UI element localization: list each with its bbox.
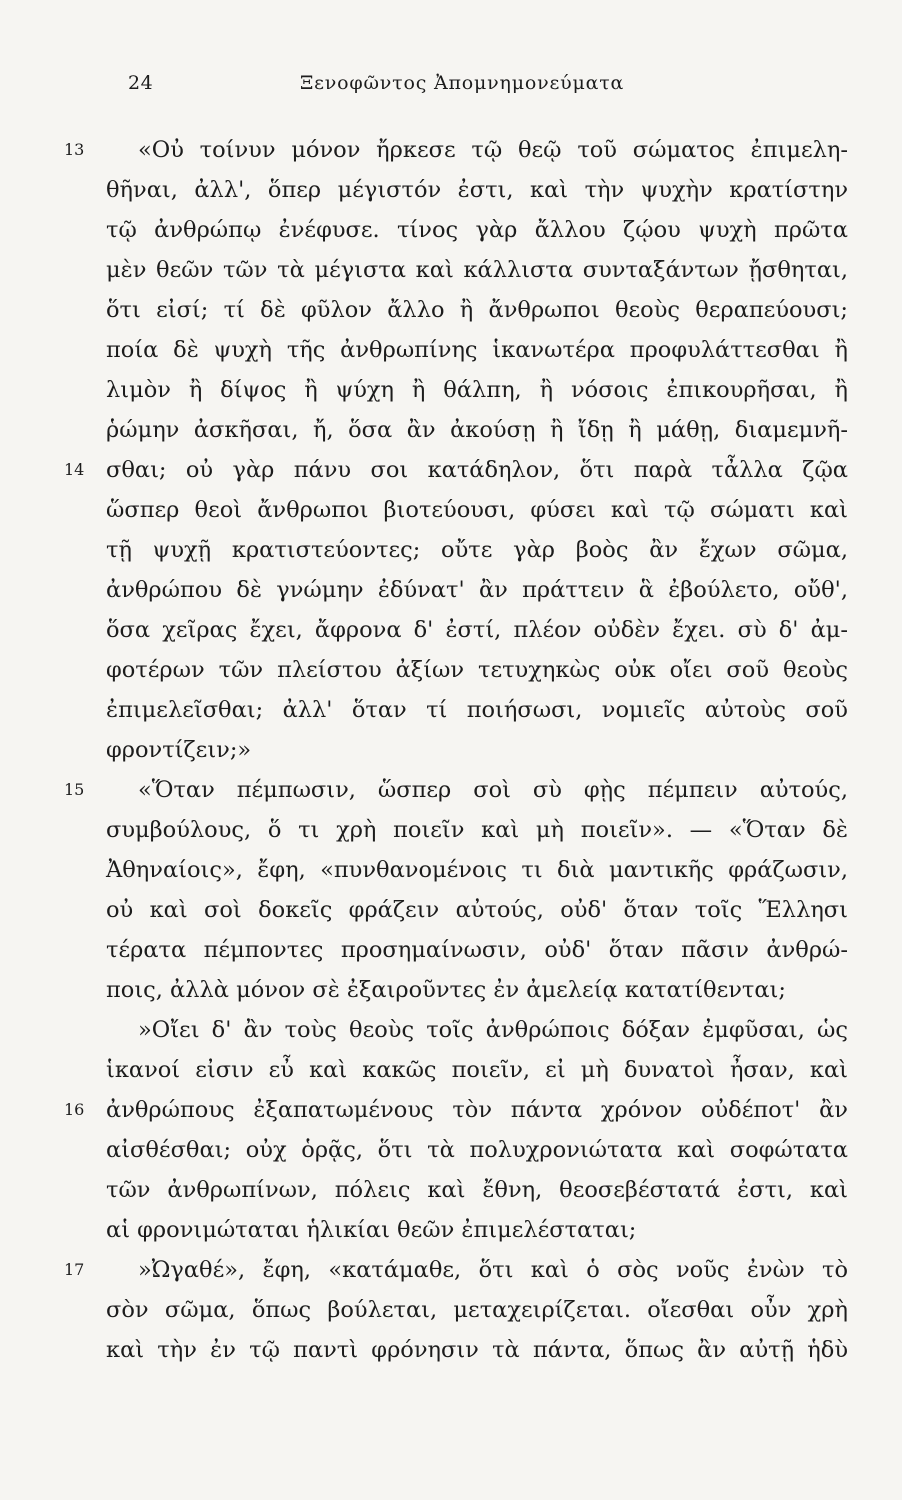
text-line: οὐ καὶ σοὶ δοκεῖς φράζειν αὐτούς, οὐδ' ὅταν τοῖς Ἕλλησι xyxy=(106,897,848,923)
page-header xyxy=(0,72,902,102)
text-line: αἰσθέσθαι; οὐχ ὁρᾷς, ὅτι τὰ πολυχρονιώτατα καὶ σοφώτατα xyxy=(106,1137,848,1163)
page-number: 24 xyxy=(128,72,154,94)
text-line: λιμὸν ἢ δίψος ἢ ψύχη ἢ θάλπη, ἢ νόσοις ἐπικουρῆσαι, ἢ xyxy=(106,377,848,403)
section-number: 15 xyxy=(64,780,85,799)
text-line: φοτέρων τῶν πλείστου ἀξίων τετυχηκὼς οὐκ οἴει σοῦ θεοὺς xyxy=(106,657,848,683)
text-line: θῆναι, ἀλλ', ὅπερ μέγιστόν ἐστι, καὶ τὴν ψυχὴν κρατίστην xyxy=(106,177,848,203)
text-line: συμβούλους, ὅ τι χρὴ ποιεῖν καὶ μὴ ποιεῖν». — «Ὅταν δὲ xyxy=(106,817,848,843)
text-line: »Ὠγαθέ», ἔφη, «κατάμαθε, ὅτι καὶ ὁ σὸς νοῦς ἐνὼν τὸ xyxy=(138,1257,848,1283)
text-line: καὶ τὴν ἐν τῷ παντὶ φρόνησιν τὰ πάντα, ὅπως ἂν αὐτῇ ἡδὺ xyxy=(106,1337,848,1363)
section-number: 16 xyxy=(64,1100,85,1119)
text-line: ἱκανοί εἰσιν εὖ καὶ κακῶς ποιεῖν, εἰ μὴ δυνατοὶ ἦσαν, καὶ xyxy=(106,1057,848,1083)
text-line: ἐπιμελεῖσθαι; ἀλλ' ὅταν τί ποιήσωσι, νομιεῖς αὐτοὺς σοῦ xyxy=(106,697,848,723)
text-line: σὸν σῶμα, ὅπως βούλεται, μεταχειρίζεται. οἴεσθαι οὖν χρὴ xyxy=(106,1297,848,1323)
section-number: 13 xyxy=(64,140,85,159)
text-line: ἀνθρώπου δὲ γνώμην ἐδύνατ' ἂν πράττειν ἃ ἐβούλετο, οὔθ', xyxy=(106,577,848,603)
text-line: ποις, ἀλλὰ μόνον σὲ ἐξαιροῦντες ἐν ἀμελείᾳ κατατίθενται; xyxy=(106,977,786,1003)
section-number: 14 xyxy=(64,460,85,479)
text-line: μὲν θεῶν τῶν τὰ μέγιστα καὶ κάλλιστα συνταξάντων ᾔσθηται, xyxy=(106,257,848,283)
text-line: Ἀθηναίοις», ἔφη, «πυνθανομένοις τι διὰ μαντικῆς φράζωσιν, xyxy=(106,857,848,883)
text-line: ἀνθρώπους ἐξαπατωμένους τὸν πάντα χρόνον οὐδέποτ' ἂν xyxy=(106,1097,848,1123)
text-line: ὅτι εἰσί; τί δὲ φῦλον ἄλλο ἢ ἄνθρωποι θεοὺς θεραπεύουσι; xyxy=(106,297,848,323)
text-line: αἱ φρονιμώταται ἡλικίαι θεῶν ἐπιμελέσταται; xyxy=(106,1217,637,1243)
text-line: ῥώμην ἀσκῆσαι, ἤ, ὅσα ἂν ἀκούσῃ ἢ ἴδῃ ἢ μάθῃ, διαμεμνῆ- xyxy=(106,417,848,443)
text-line: ὅσα χεῖρας ἔχει, ἄφρονα δ' ἐστί, πλέον οὐδὲν ἔχει. σὺ δ' ἀμ- xyxy=(106,617,848,643)
text-line: τῇ ψυχῇ κρατιστεύοντες; οὔτε γὰρ βοὸς ἂν ἔχων σῶμα, xyxy=(106,537,848,563)
section-number: 17 xyxy=(64,1260,85,1279)
text-line: «Ὅταν πέμπωσιν, ὥσπερ σοὶ σὺ φῂς πέμπειν αὐτούς, xyxy=(138,777,848,803)
running-title: Ξενοφῶντος Ἀπομνημονεύματα xyxy=(300,72,625,94)
text-line: »Οἴει δ' ἂν τοὺς θεοὺς τοῖς ἀνθρώποις δόξαν ἐμφῦσαι, ὡς xyxy=(138,1017,848,1043)
text-line: φροντίζειν;» xyxy=(106,737,252,763)
text-line: ὥσπερ θεοὶ ἄνθρωποι βιοτεύουσι, φύσει καὶ τῷ σώματι καὶ xyxy=(106,497,848,523)
text-line: τέρατα πέμποντες προσημαίνωσιν, οὐδ' ὅταν πᾶσιν ἀνθρώ- xyxy=(106,937,848,963)
text-line: σθαι; οὐ γὰρ πάνυ σοι κατάδηλον, ὅτι παρὰ τἆλλα ζῷα xyxy=(106,457,848,483)
text-line: τῷ ἀνθρώπῳ ἐνέφυσε. τίνος γὰρ ἄλλου ζῴου ψυχὴ πρῶτα xyxy=(106,217,848,243)
text-line: ποία δὲ ψυχὴ τῆς ἀνθρωπίνης ἱκανωτέρα προφυλάττεσθαι ἢ xyxy=(106,337,848,363)
text-line: «Οὐ τοίνυν μόνον ἤρκεσε τῷ θεῷ τοῦ σώματος ἐπιμελη- xyxy=(138,137,848,163)
text-line: τῶν ἀνθρωπίνων, πόλεις καὶ ἔθνη, θεοσεβέστατά ἐστι, καὶ xyxy=(106,1177,848,1203)
